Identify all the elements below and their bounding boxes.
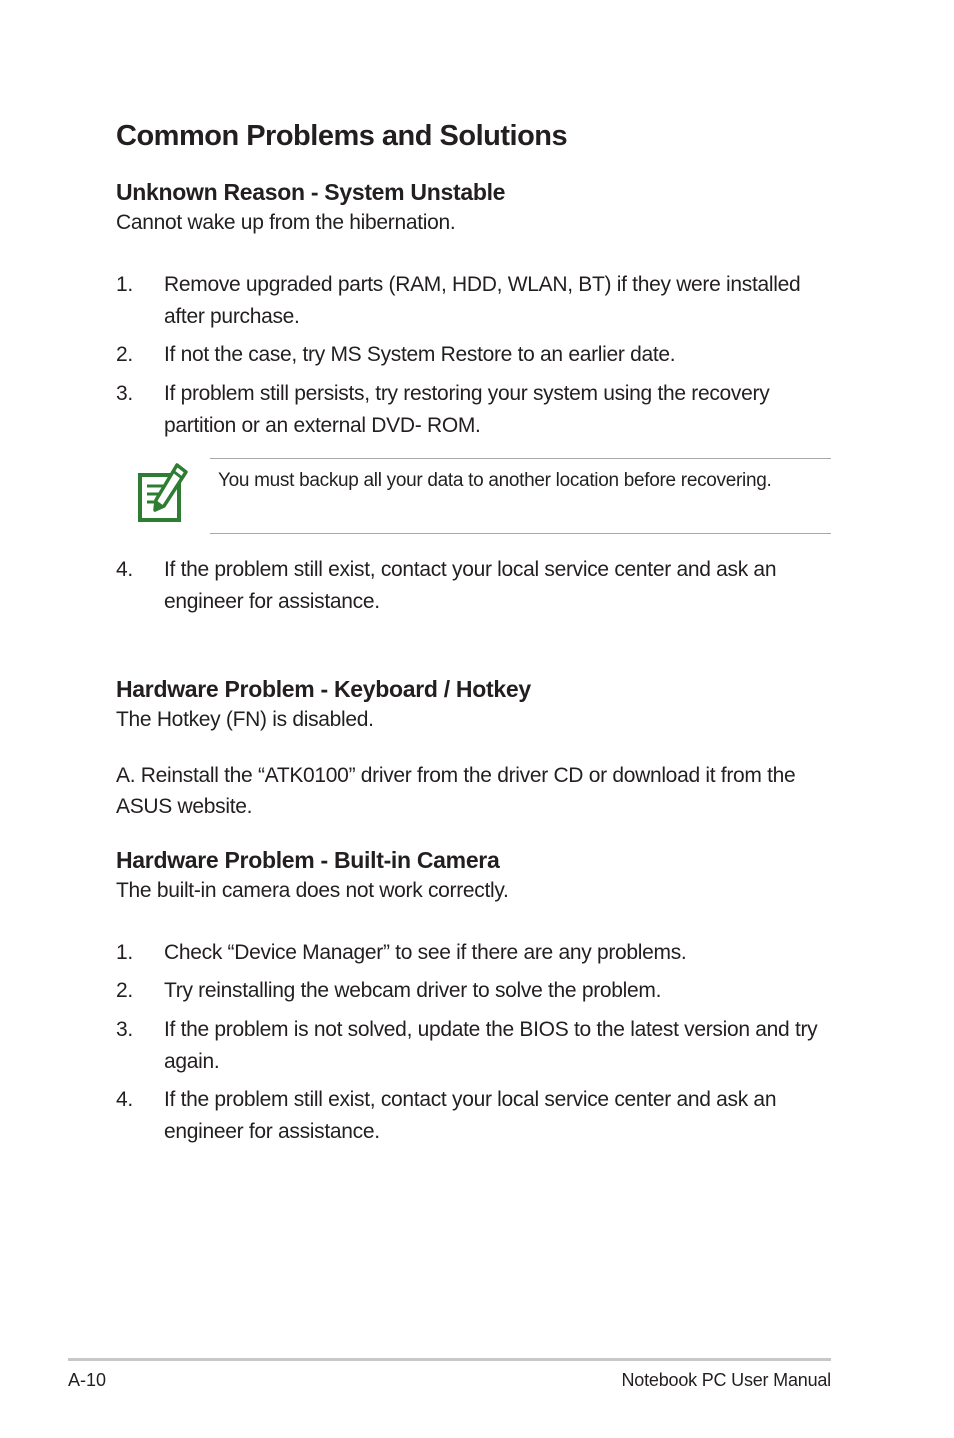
section-intro-hibernation: Cannot wake up from the hibernation. [116, 211, 456, 234]
list-item-number: 3. [116, 1018, 133, 1041]
list-item-text: If not the case, try MS System Restore to an earlier date. [164, 343, 676, 366]
list-item [116, 339, 836, 371]
section-step-reinstall: A. Reinstall the “ATK0100” driver from the driver CD or download it from the ASUS website. [116, 764, 796, 818]
list-item [116, 1014, 836, 1077]
list-item [116, 378, 836, 441]
footer-page-number: A-10 [68, 1370, 107, 1390]
list-item-text: If the problem still exist, contact your local service center and ask an engineer for assistance. [164, 558, 777, 613]
footer-manual-title: Notebook PC User Manual [621, 1370, 831, 1390]
list-item [116, 1084, 836, 1147]
list-item-text: If the problem is not solved, update the BIOS to the latest version and try again. [164, 1018, 818, 1073]
note-pencil-icon [137, 462, 189, 524]
list-item-number: 2. [116, 343, 133, 366]
section-heading-system-unstable: Unknown Reason - System Unstable [116, 179, 506, 205]
list-item-number: 1. [116, 273, 133, 296]
list-item-number: 4. [116, 558, 133, 581]
section-heading-keyboard-hotkey: Hardware Problem - Keyboard / Hotkey [116, 676, 531, 702]
list-item-number: 3. [116, 382, 133, 405]
list-item-text: Try reinstalling the webcam driver to solve the problem. [164, 979, 662, 1002]
list-item-number: 4. [116, 1088, 133, 1111]
section-intro-hotkey: The Hotkey (FN) is disabled. [116, 708, 374, 731]
list-item-text: If the problem still exist, contact your local service center and ask an engineer for assistance. [164, 1088, 777, 1143]
note-box [210, 458, 831, 534]
list-item-number: 2. [116, 979, 133, 1002]
list-item [116, 937, 836, 969]
list-item-text: If problem still persists, try restoring your system using the recovery partition or an external DVD- ROM. [164, 382, 770, 437]
list-item [116, 975, 836, 1007]
note-text: You must backup all your data to another location before recovering. [218, 470, 772, 491]
list-item-text: Check “Device Manager” to see if there are any problems. [164, 941, 687, 964]
section-heading-built-in-camera: Hardware Problem - Built-in Camera [116, 847, 500, 873]
page-title: Common Problems and Solutions [116, 120, 568, 152]
footer-divider [68, 1358, 831, 1361]
section-intro-camera: The built-in camera does not work correctly. [116, 879, 509, 902]
list-item-text: Remove upgraded parts (RAM, HDD, WLAN, BT) if they were installed after purchase. [164, 273, 801, 328]
list-item [116, 554, 836, 617]
list-item [116, 269, 836, 332]
list-item-number: 1. [116, 941, 133, 964]
